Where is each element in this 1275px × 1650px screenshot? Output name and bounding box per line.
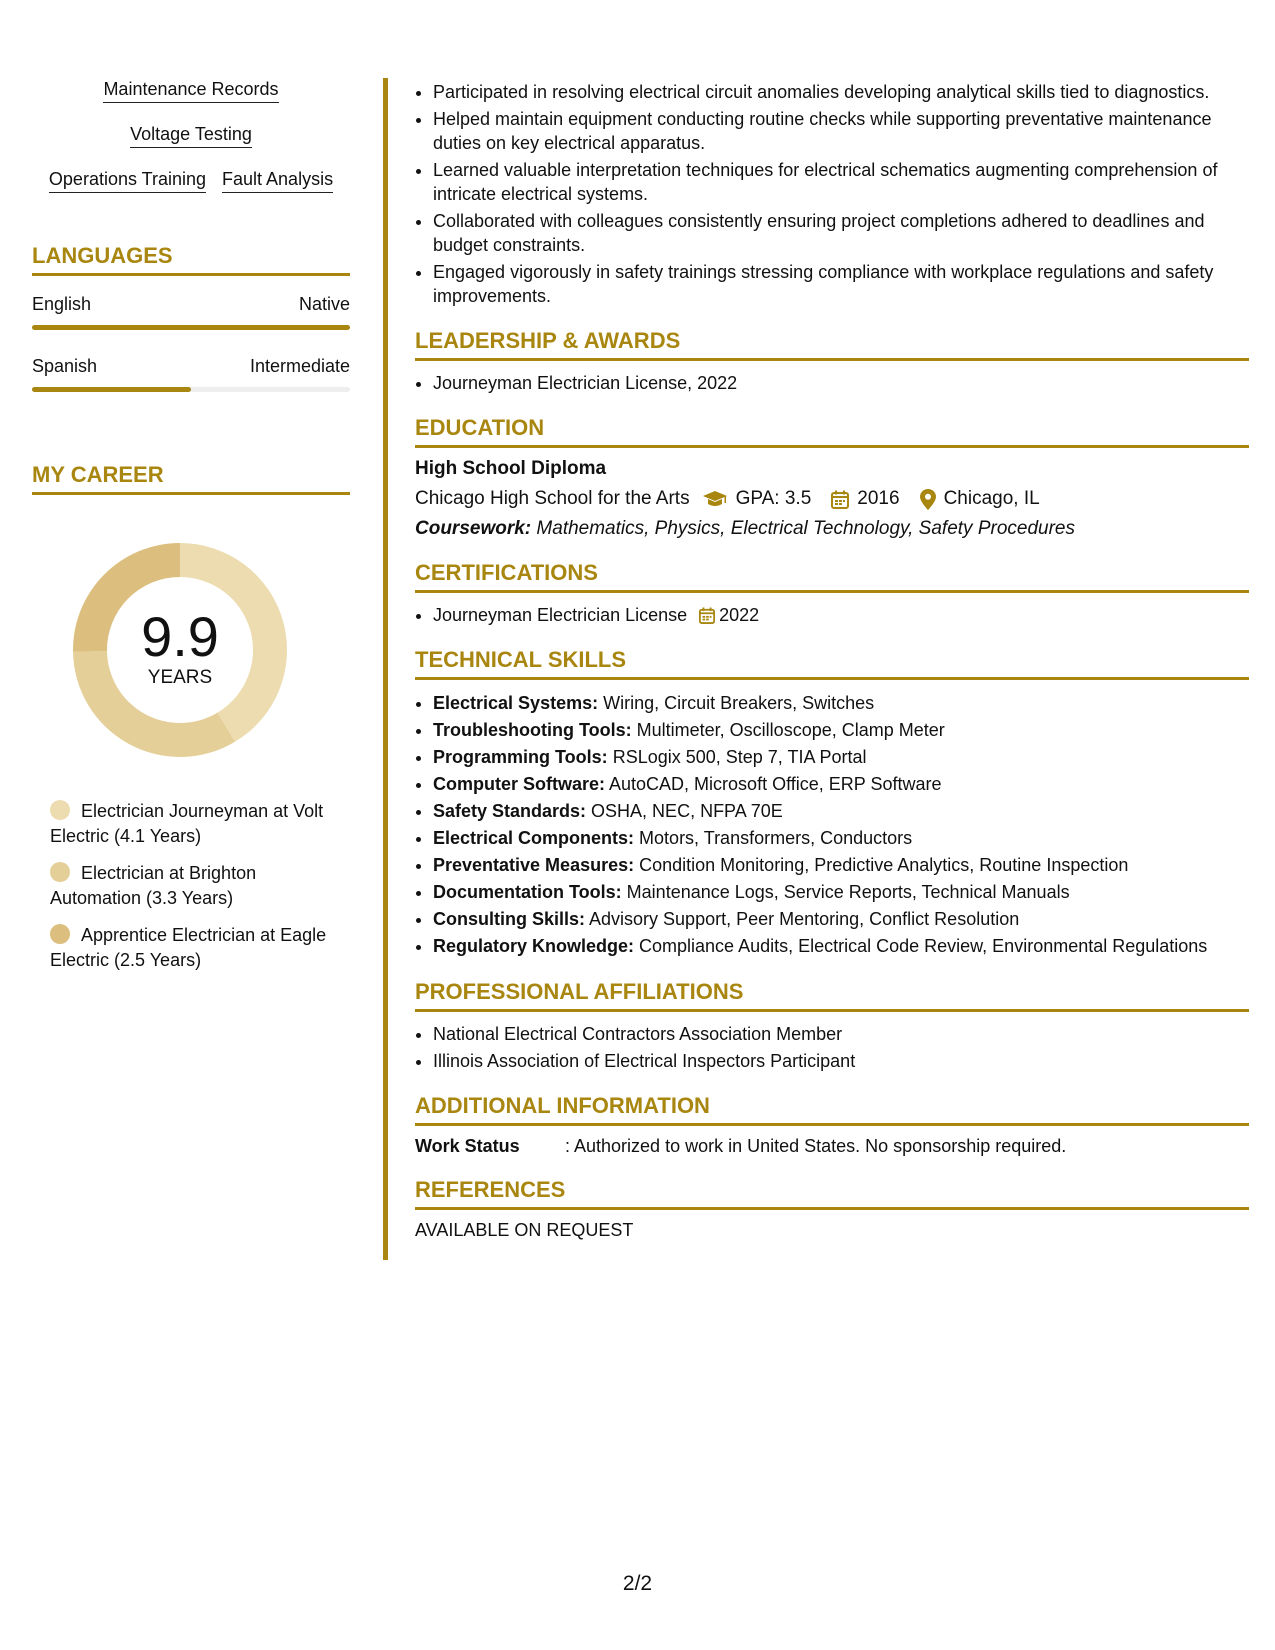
calendar-icon — [831, 490, 849, 509]
gpa: GPA: 3.5 — [735, 488, 812, 509]
list-item — [433, 717, 1249, 743]
references-text: AVAILABLE ON REQUEST — [415, 1220, 634, 1240]
education-details — [415, 488, 1249, 510]
legend-dot — [50, 862, 70, 882]
language-bar-fill — [32, 387, 191, 392]
career-total-years: 9.9 — [141, 605, 219, 668]
career-section — [32, 462, 350, 973]
skill-value: AutoCAD, Microsoft Office, ERP Software — [605, 774, 942, 794]
list-item: • Engaged vigorously in safety trainings stressing compliance with workplace regulations and safety improvements. — [433, 260, 1249, 308]
career-legend-label: Electrician Journeyman at Volt Electric (4.1 Years) — [50, 801, 324, 846]
skill-value: Motors, Transformers, Conductors — [634, 828, 913, 848]
career-legend-label: Apprentice Electrician at Eagle Electric (2.5 Years) — [50, 925, 327, 970]
career-total-unit: YEARS — [147, 667, 213, 688]
list-item — [433, 825, 1249, 851]
skill-value: RSLogix 500, Step 7, TIA Portal — [607, 747, 867, 767]
list-item — [433, 933, 1249, 959]
list-item: • Helped maintain equipment conducting routine checks while supporting preventative maintenance duties on key electrical apparatus. — [433, 107, 1249, 155]
list-item — [433, 690, 1249, 716]
additional-info-heading: ADDITIONAL INFORMATION — [415, 1093, 1249, 1126]
career-legend — [50, 799, 350, 973]
calendar-icon — [699, 607, 715, 624]
language-item — [32, 294, 350, 330]
technical-skills-list — [415, 690, 1249, 959]
skill-tags — [32, 78, 350, 213]
skill-label: Computer Software: — [433, 774, 606, 794]
technical-skills-section — [415, 647, 1249, 959]
work-status-row — [415, 1136, 1249, 1157]
graduation-cap-icon — [702, 490, 728, 508]
page-number: 2/2 — [622, 1572, 653, 1595]
certification-year: 2022 — [719, 605, 760, 625]
career-heading: MY CAREER — [32, 462, 350, 495]
technical-skills-heading: TECHNICAL SKILLS — [415, 647, 1249, 680]
list-item — [433, 603, 1249, 627]
skill-label: Documentation Tools: — [433, 882, 622, 902]
skill-label: Troubleshooting Tools: — [433, 720, 632, 740]
language-name: English — [32, 294, 92, 314]
skill-value: Advisory Support, Peer Mentoring, Conflict Resolution — [585, 909, 1020, 929]
sidebar — [32, 78, 350, 985]
skill-label: Electrical Components: — [433, 828, 635, 848]
list-item: • Participated in resolving electrical circuit anomalies developing analytical skills tied to diagnostics. — [433, 80, 1249, 104]
work-status-value: : Authorized to work in United States. No sponsorship required. — [565, 1136, 1067, 1156]
education-heading: EDUCATION — [415, 415, 1249, 448]
language-bar-fill — [32, 325, 350, 330]
coursework — [415, 518, 1249, 540]
skill-tag: Voltage Testing — [130, 123, 252, 148]
leadership-heading: LEADERSHIP & AWARDS — [415, 328, 1249, 361]
career-donut-chart — [65, 535, 295, 765]
list-item: • Journeyman Electrician License, 2022 — [433, 371, 1249, 395]
languages-section — [32, 243, 350, 392]
skill-label: Preventative Measures: — [433, 855, 635, 875]
list-item — [433, 771, 1249, 797]
language-level: Intermediate — [249, 356, 350, 376]
list-item — [433, 852, 1249, 878]
skill-label: Electrical Systems: — [433, 693, 599, 713]
career-legend-item — [50, 861, 350, 911]
work-status-label: Work Status — [415, 1136, 520, 1156]
career-legend-item — [50, 799, 350, 849]
school-location: Chicago, IL — [943, 488, 1040, 509]
skill-tag: Operations Training — [49, 168, 206, 193]
skill-value: OSHA, NEC, NFPA 70E — [586, 801, 783, 821]
school-name: Chicago High School for the Arts — [415, 488, 690, 509]
leadership-section — [415, 328, 1249, 395]
list-item — [433, 798, 1249, 824]
affiliations-heading: PROFESSIONAL AFFILIATIONS — [415, 979, 1249, 1012]
references-section — [415, 1177, 1249, 1241]
list-item: • Illinois Association of Electrical Inspectors Participant — [433, 1049, 1249, 1073]
list-item — [433, 879, 1249, 905]
language-bar — [32, 325, 350, 330]
coursework-label: Coursework: — [415, 518, 532, 539]
additional-info-section — [415, 1093, 1249, 1157]
skill-label: Safety Standards: — [433, 801, 587, 821]
skill-tag: Fault Analysis — [222, 168, 333, 193]
skill-value: Compliance Audits, Electrical Code Review, Environmental Regulations — [634, 936, 1208, 956]
graduation-year: 2016 — [857, 488, 900, 509]
language-name: Spanish — [32, 356, 98, 376]
skill-value: Multimeter, Oscilloscope, Clamp Meter — [631, 720, 945, 740]
skill-value: Condition Monitoring, Predictive Analytics, Routine Inspection — [634, 855, 1129, 875]
list-item: • National Electrical Contractors Association Member — [433, 1022, 1249, 1046]
legend-dot — [50, 800, 70, 820]
skill-tag: Maintenance Records — [103, 78, 278, 103]
certifications-heading: CERTIFICATIONS — [415, 560, 1249, 593]
column-divider — [383, 78, 388, 1260]
main-content — [415, 80, 1249, 1241]
list-item: • Collaborated with colleagues consistently ensuring project completions adhered to deadlines and budget constraints. — [433, 209, 1249, 257]
education-section — [415, 415, 1249, 540]
list-item: • Learned valuable interpretation techniques for electrical schematics augmenting comprehension of intricate electrical systems. — [433, 158, 1249, 206]
languages-heading: LANGUAGES — [32, 243, 350, 276]
references-heading: REFERENCES — [415, 1177, 1249, 1210]
certification-name: • Journeyman Electrician License — [433, 605, 688, 625]
skill-label: Regulatory Knowledge: — [433, 936, 635, 956]
skill-value: Wiring, Circuit Breakers, Switches — [598, 693, 875, 713]
experience-bullets — [415, 80, 1249, 308]
location-pin-icon — [920, 489, 936, 510]
skill-value: Maintenance Logs, Service Reports, Technical Manuals — [621, 882, 1070, 902]
skill-label: Consulting Skills: — [433, 909, 586, 929]
career-legend-item — [50, 923, 350, 973]
language-item — [32, 356, 350, 392]
affiliations-section — [415, 979, 1249, 1073]
skill-label: Programming Tools: — [433, 747, 608, 767]
list-item — [433, 906, 1249, 932]
career-legend-label: Electrician at Brighton Automation (3.3 Years) — [50, 863, 257, 908]
coursework-list: Mathematics, Physics, Electrical Technology, Safety Procedures — [531, 518, 1075, 539]
certifications-section — [415, 560, 1249, 627]
degree-title: High School Diploma — [415, 458, 607, 479]
legend-dot — [50, 924, 70, 944]
language-level: Native — [298, 294, 350, 314]
donut-center — [65, 607, 295, 689]
list-item — [433, 744, 1249, 770]
language-bar — [32, 387, 350, 392]
